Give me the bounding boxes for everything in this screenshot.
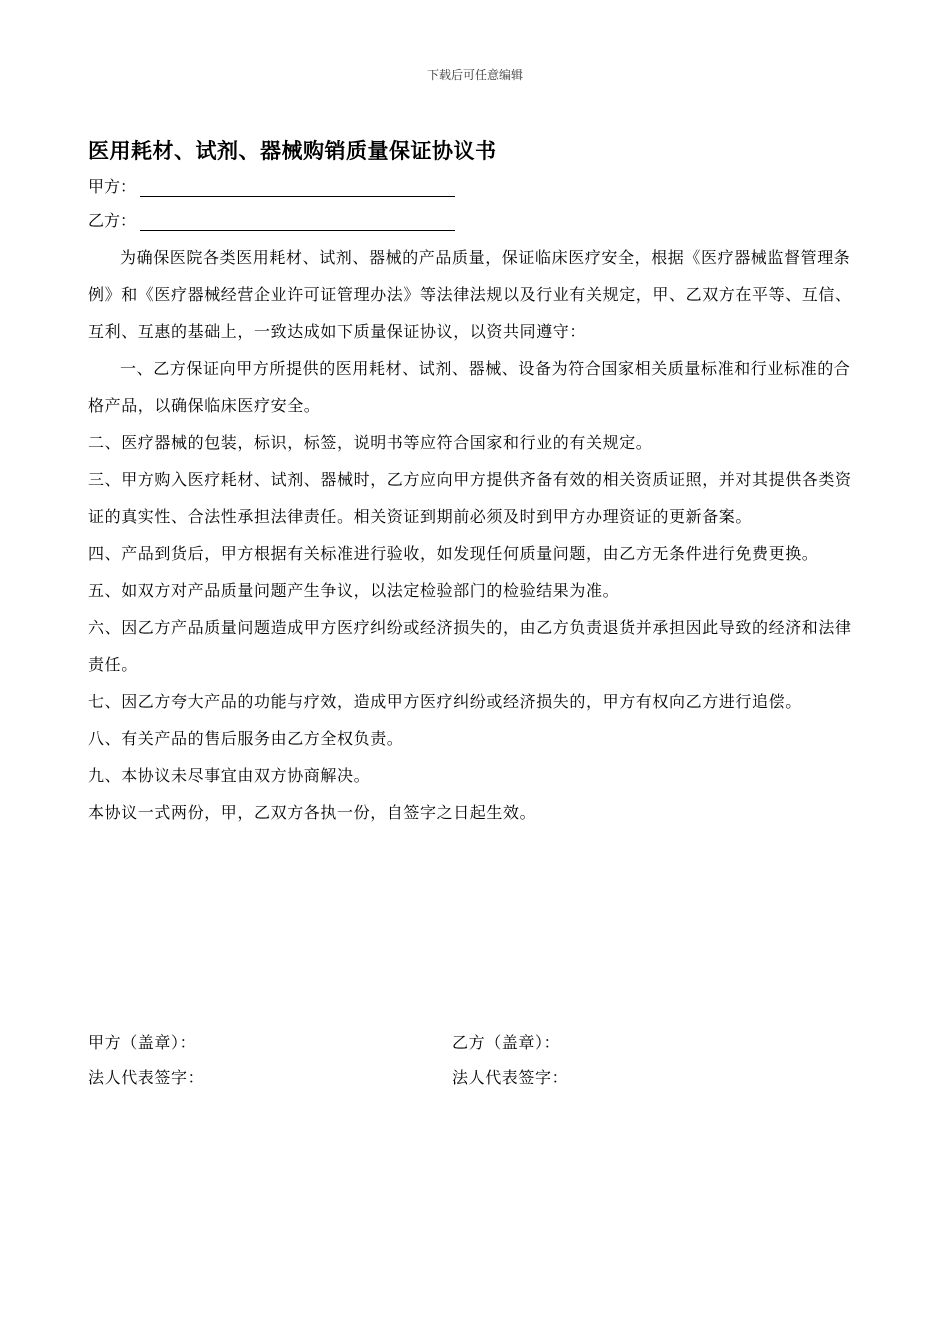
party-a-seal-label: 甲方（盖章）： [88, 1033, 197, 1052]
clause-4: 四、产品到货后，甲方根据有关标准进行验收，如发现任何质量问题，由乙方无条件进行免费更换。 [88, 544, 819, 563]
clause-5: 五、如双方对产品质量问题产生争议，以法定检验部门的检验结果为准。 [88, 581, 620, 600]
effective-clause: 本协议一式两份，甲，乙双方各执一份，自签字之日起生效。 [88, 803, 537, 822]
party-a-blank [140, 178, 455, 197]
agreement-body [88, 239, 860, 831]
party-b-rep-label: 法人代表签字： [452, 1068, 569, 1087]
clause-7: 七、因乙方夸大产品的功能与疗效，造成甲方医疗纠纷或经济损失的，甲方有权向乙方进行追偿。 [88, 692, 802, 711]
party-b-blank [140, 212, 455, 231]
seal-row [88, 1030, 860, 1053]
clause-9: 九、本协议未尽事宜由双方协商解决。 [88, 766, 371, 785]
party-b-seal-label: 乙方（盖章）： [452, 1033, 561, 1052]
header-note: 下载后可任意编辑 [426, 68, 523, 82]
party-a-line [88, 174, 455, 197]
document-title: 医用耗材、试剂、器械购销质量保证协议书 [88, 138, 497, 163]
representative-row [88, 1065, 860, 1088]
clause-6: 六、因乙方产品质量问题造成甲方医疗纠纷或经济损失的，由乙方负责退货并承担因此导致的经济和法律责任。 [88, 618, 852, 674]
party-a-label: 甲方： [88, 177, 137, 196]
clause-2: 二、医疗器械的包装，标识，标签，说明书等应符合国家和行业的有关规定。 [88, 433, 653, 452]
party-b-label: 乙方： [88, 211, 137, 230]
clause-3: 三、甲方购入医疗耗材、试剂、器械时，乙方应向甲方提供齐备有效的相关资质证照，并对其提供各类资证的真实性、合法性承担法律责任。相关资证到期前必须及时到甲方办理资证的更新备案。 [88, 470, 852, 526]
party-b-line [88, 208, 455, 231]
party-a-rep-label: 法人代表签字： [88, 1068, 205, 1087]
preamble-paragraph: 为确保医院各类医用耗材、试剂、器械的产品质量，保证临床医疗安全，根据《医疗器械监督管理条例》和《医疗器械经营企业许可证管理办法》等法律法规以及行业有关规定，甲、乙双方在平等、互信、互利、互惠的基础上，一致达成如下质量保证协议，以资共同遵守： [88, 248, 852, 341]
clause-1: 一、乙方保证向甲方所提供的医用耗材、试剂、器械、设备为符合国家相关质量标准和行业标准的合格产品，以确保临床医疗安全。 [88, 359, 851, 415]
clause-8: 八、有关产品的售后服务由乙方全权负责。 [88, 729, 404, 748]
